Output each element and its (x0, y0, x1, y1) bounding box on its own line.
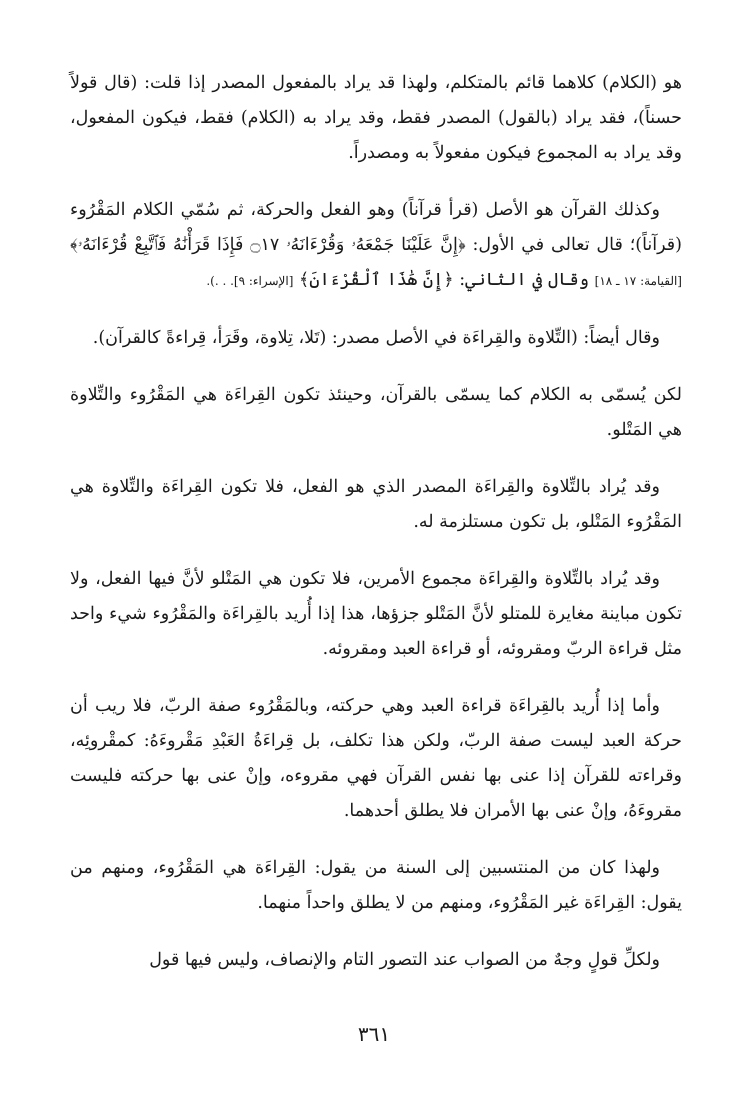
paragraph-2-text: وكذلك القرآن هو الأصل (قرأ قرآناً) وهو الفعل والحركة، ثم سُمّي الكلام المَقْرُوء (قرآناً)؛ قال تعالى في الأول: ﴿إِنَّ عَلَيْنَا جَمْعَهُۥ وَقُرْءَانَهُۥ ۝١٧ فَإِذَا قَرَأْنَٰهُ فَٱتَّبِعْ قُرْءَانَهُۥ﴾ (70, 200, 683, 255)
paragraph-8: ولهذا كان من المنتسبين إلى السنة من يقول: القِراءَة هي المَقْرُوء، ومنهم من يقول: القِراءَة غير المَقْرُوء، ومنهم من لا يطلق واحداً منهما. (70, 858, 682, 913)
document-body (70, 66, 682, 1000)
quran-reference-2: [الإسراء: ٩]. . .). (206, 274, 294, 288)
paragraph-6: وقد يُراد بالتِّلاوة والقِراءَة مجموع الأمرين، فلا تكون هي المَتْلو لأنَّ فيها الفعل، ولا تكون مباينة مغايرة للمتلو لأنَّ المَتْلو جزؤها، هذا إذا أُريد بالقِراءَة والمَقْرُوء شيء واحد مثل قراءة الربّ ومقروئه، أو قراءة العبد ومقروئه. (70, 569, 682, 659)
paragraph-5: وقد يُراد بالتِّلاوة والقِراءَة المصدر الذي هو الفعل، فلا تكون القِراءَة والتِّلاوة هي المَقْرُوء المَتْلو، بل تكون مستلزمة له. (70, 477, 682, 532)
paragraph-1: هو (الكلام) كلاهما قائم بالمتكلم، ولهذا قد يراد بالمفعول المصدر إذا قلت: (قال قولاً حسناً)، فقد يراد (بالقول) المصدر فقط، وقد يراد به (الكلام) فقط، فيكون المفعول، وقد يراد به المجموع فيكون مفعولاً به ومصدراً. (70, 73, 682, 163)
paragraph-2 (70, 193, 682, 299)
paragraph-7: وأما إذا أُريد بالقِراءَة قراءة العبد وهي حركته، وبالمَقْرُوء صفة الربّ، فلا ريب أن حركة العبد ليست صفة الربّ، ولكن هذا تكلف، بل قِراءَةُ العَبْدِ مَقْروءَهُ: كمقْروئِه، وقراءته للقرآن إذا عنى بها نفس القرآن فهي مقروءه، وإنْ عنى بها حركته فليست مقروءَهُ، وإنْ عنى بها الأمران فلا يطلق أحدهما. (70, 696, 682, 821)
paragraph-2-continued: وقال في الثاني: ﴿إِنَّ هَٰذَا ٱلْقُرْءَانَ﴾ (298, 270, 590, 290)
quran-reference-1: [القيامة: ١٧ ـ ١٨] (594, 274, 682, 288)
paragraph-4: لكن يُسمّى به الكلام كما يسمّى بالقرآن، وحينئذ تكون القِراءَة هي المَقْرُوء والتِّلاوة هي المَتْلو. (70, 385, 682, 440)
paragraph-9: ولكلِّ قولٍ وجهٌ من الصواب عند التصور التام والإنصاف، وليس فيها قول (149, 950, 660, 970)
paragraph-3: وقال أيضاً: (التِّلاوة والقِراءَة في الأصل مصدر: (تَلا، تِلاوة، وقَرَأ، قِراءةً كالقرآن). (92, 328, 660, 348)
page-number: ٣٦١ (357, 1022, 391, 1046)
